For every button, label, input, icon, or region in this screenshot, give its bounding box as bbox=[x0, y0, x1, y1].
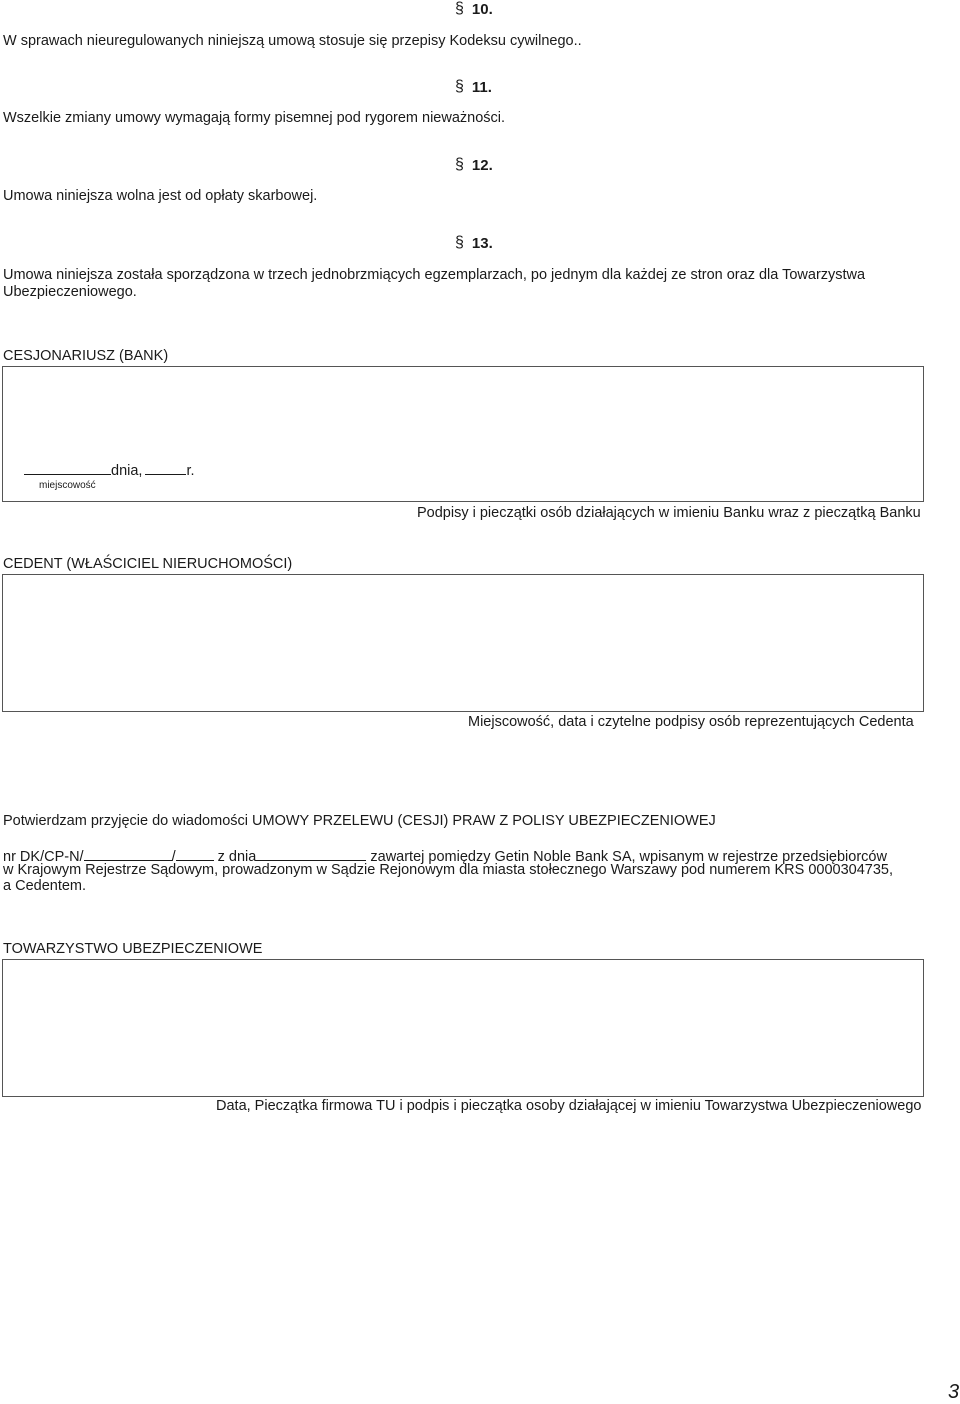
section-symbol: § bbox=[455, 156, 464, 173]
section-12-text: Umowa niniejsza wolna jest od opłaty skarbowej. bbox=[3, 188, 318, 204]
section-number: 12. bbox=[471, 156, 493, 174]
section-number: 13. bbox=[471, 234, 493, 252]
place-blank bbox=[24, 460, 111, 475]
contract-suffix-blank bbox=[176, 846, 214, 861]
z-dnia-label: z dnia bbox=[217, 849, 257, 865]
section-10-heading bbox=[455, 0, 493, 18]
nr-prefix: nr DK/CP-N/ bbox=[3, 849, 84, 865]
bank-signature-box bbox=[2, 366, 924, 502]
section-number: 11. bbox=[471, 78, 492, 96]
bank-signature-caption: Podpisy i pieczątki osób działających w imieniu Banku wraz z pieczątką Banku bbox=[417, 505, 921, 521]
cedent-signature-box bbox=[2, 574, 924, 712]
section-number: 10. bbox=[471, 0, 493, 18]
cedent-heading: CEDENT (WŁAŚCICIEL NIERUCHOMOŚCI) bbox=[3, 556, 293, 572]
confirmation-line4: a Cedentem. bbox=[3, 878, 87, 894]
r-label: r. bbox=[186, 463, 195, 479]
insurer-signature-box bbox=[2, 959, 924, 1097]
cesjonariusz-heading: CESJONARIUSZ (BANK) bbox=[3, 348, 169, 364]
contract-date-blank bbox=[256, 846, 366, 861]
section-symbol: § bbox=[455, 78, 464, 95]
section-11-text: Wszelkie zmiany umowy wymagają formy pisemnej pod rygorem nieważności. bbox=[3, 110, 506, 126]
cedent-signature-caption: Miejscowość, data i czytelne podpisy osób reprezentujących Cedenta bbox=[468, 714, 914, 730]
insurer-heading: TOWARZYSTWO UBEZPIECZENIOWE bbox=[3, 941, 263, 957]
place-label: miejscowość bbox=[39, 480, 96, 491]
page-number: 3 bbox=[948, 1381, 960, 1403]
section-12-heading bbox=[455, 156, 493, 174]
section-10-text: W sprawach nieuregulowanych niniejszą umową stosuje się przepisy Kodeksu cywilnego.. bbox=[3, 33, 582, 49]
confirmation-line1: Potwierdzam przyjęcie do wiadomości UMOWY PRZELEWU (CESJI) PRAW Z POLISY UBEZPIECZENIOWEJ bbox=[3, 813, 716, 829]
insurer-signature-caption: Data, Pieczątka firmowa TU i podpis i pieczątka osoby działającej w imieniu Towarzystwa Ubezpieczeniowego bbox=[216, 1098, 922, 1114]
confirmation-line3: w Krajowym Rejestrze Sądowym, prowadzonym w Sądzie Rejonowym dla miasta stołecznego Warszawy pod numerem KRS 0000304735, bbox=[3, 862, 893, 878]
year-blank bbox=[145, 460, 186, 475]
section-symbol: § bbox=[455, 234, 464, 251]
date-place-line bbox=[24, 460, 195, 479]
section-11-heading bbox=[455, 78, 492, 96]
confirmation-line2-rest: zawartej pomiędzy Getin Noble Bank SA, wpisanym w rejestrze przedsiębiorców bbox=[370, 849, 887, 865]
contract-number-blank bbox=[84, 846, 172, 861]
section-symbol: § bbox=[455, 0, 464, 17]
slash: / bbox=[171, 849, 176, 865]
section-13-heading bbox=[455, 234, 493, 252]
section-13-text-line1: Umowa niniejsza została sporządzona w trzech jednobrzmiących egzemplarzach, po jednym dla każdej ze stron oraz dla Towarzystwa bbox=[3, 267, 866, 283]
dnia-label: dnia, bbox=[111, 463, 143, 479]
section-13-text-line2: Ubezpieczeniowego. bbox=[3, 284, 137, 300]
